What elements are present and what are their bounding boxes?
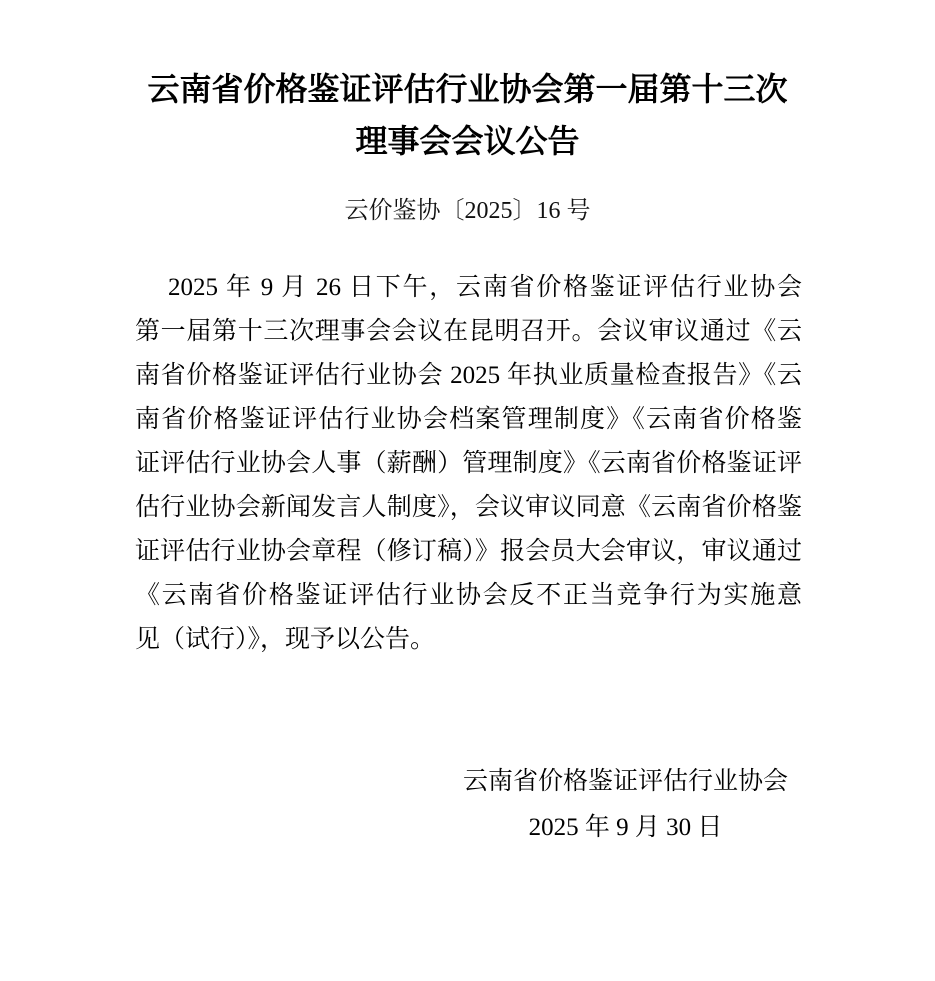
body-line: 南省价格鉴证评估行业协会 2025 年执业质量检查报告》《云 (135, 362, 802, 389)
body-line: 2025 年 9 月 26 日下午，云南省价格鉴证评估行业协会 (168, 274, 802, 301)
body-line: 估行业协会新闻发言人制度》，会议审议同意《云南省价格鉴 (135, 494, 802, 521)
body-paragraph (135, 266, 802, 662)
signature-block (463, 759, 788, 851)
page-title-line-1: 云南省价格鉴证评估行业协会第一届第十三次 (147, 71, 788, 107)
signature-date: 2025 年 9 月 30 日 (528, 814, 723, 841)
body-line: 《云南省价格鉴证评估行业协会反不正当竞争行为实施意 (135, 582, 802, 609)
doc-number: 云价鉴协〔2025〕16 号 (344, 198, 591, 224)
body-line: 南省价格鉴证评估行业协会档案管理制度》《云南省价格鉴 (135, 406, 802, 433)
page-title-line-2: 理事会会议公告 (355, 123, 580, 159)
signature-name: 云南省价格鉴证评估行业协会 (462, 768, 788, 795)
body-line: 证评估行业协会人事（薪酬）管理制度》《云南省价格鉴证评 (135, 450, 802, 477)
body-line: 证评估行业协会章程（修订稿）》报会员大会审议，审议通过 (135, 538, 802, 565)
body-line: 见（试行）》，现予以公告。 (135, 626, 436, 653)
page-title (0, 0, 935, 167)
body-line: 第一届第十三次理事会会议在昆明召开。会议审议通过《云 (135, 318, 802, 345)
